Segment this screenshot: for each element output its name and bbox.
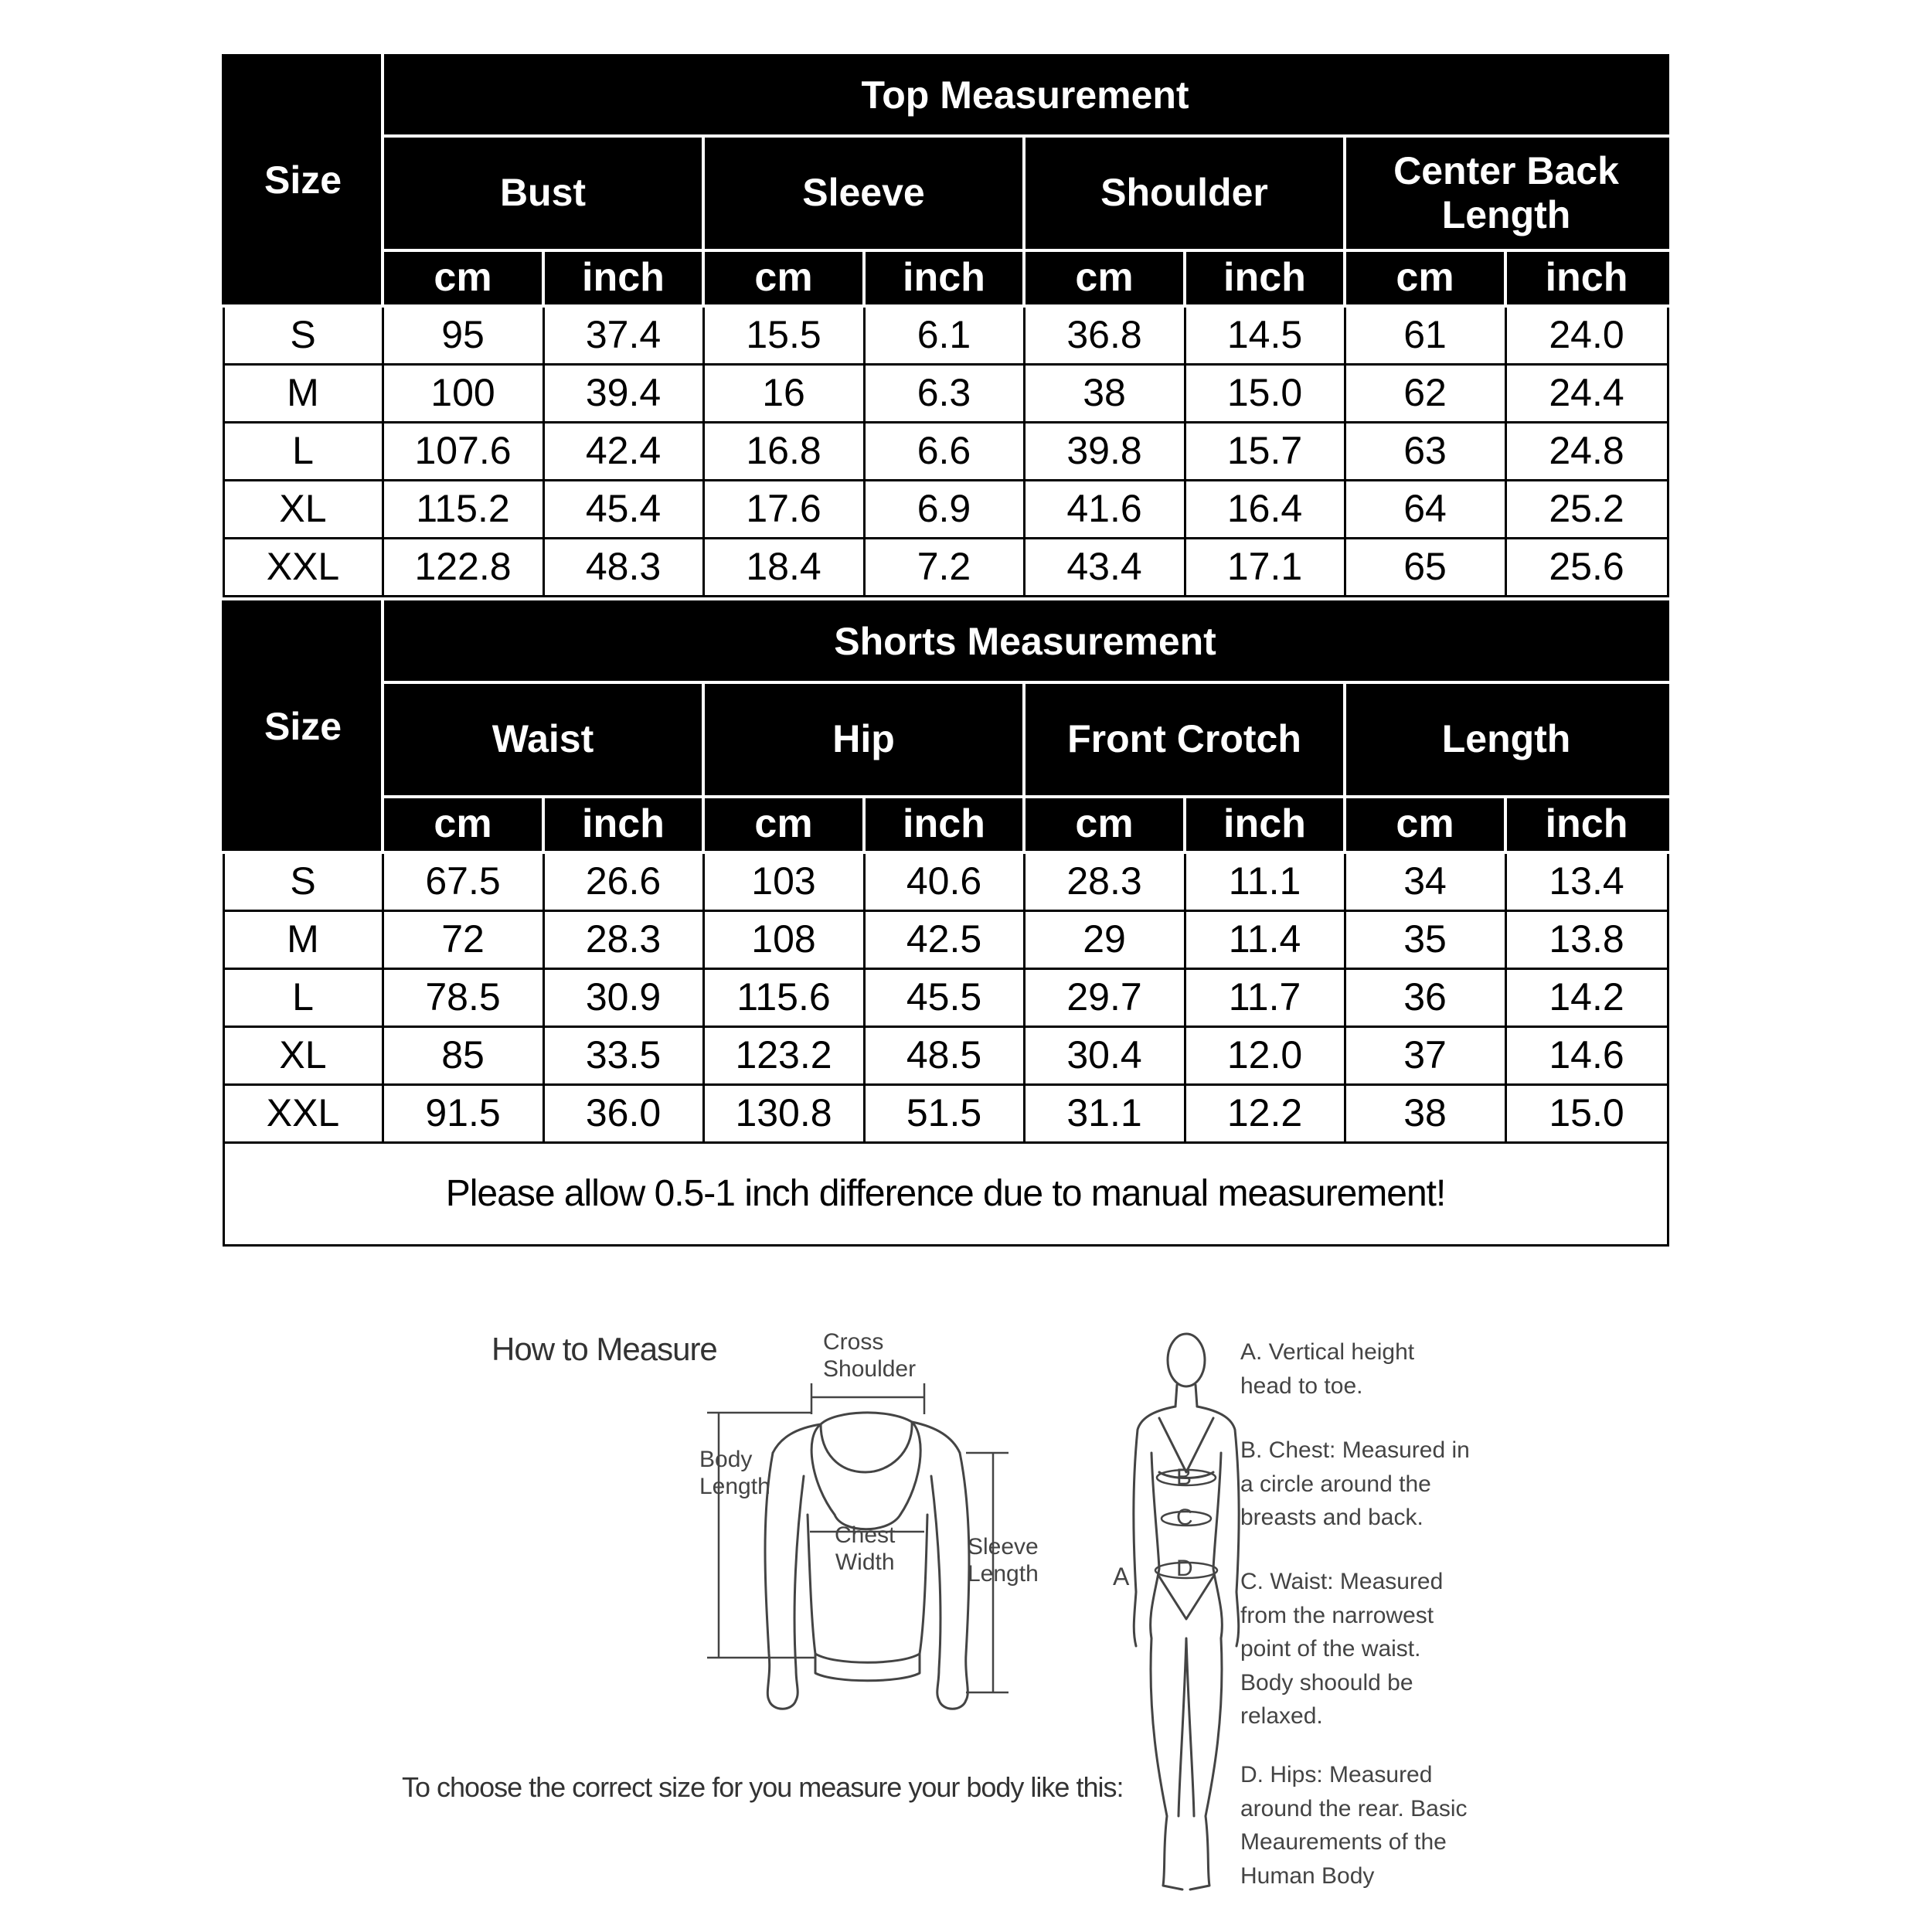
size-cell: L [223,968,383,1026]
value-cell: 16 [703,364,864,422]
value-cell: 45.4 [543,480,703,538]
unit-header: inch [1505,797,1668,852]
unit-header: cm [383,797,543,852]
value-cell: 51.5 [864,1084,1024,1142]
value-cell: 12.0 [1185,1026,1345,1084]
body-letter-c: C [1176,1505,1193,1530]
value-cell: 67.5 [383,852,543,910]
table-row [223,306,1668,364]
group-header: Sleeve [703,136,1024,250]
body-letter-d: D [1176,1556,1193,1581]
value-cell: 61 [1345,306,1505,364]
value-cell: 107.6 [383,422,543,480]
value-cell: 42.4 [543,422,703,480]
unit-header: inch [1505,250,1668,306]
value-cell: 11.7 [1185,968,1345,1026]
unit-header: cm [1345,250,1505,306]
value-cell: 14.5 [1185,306,1345,364]
group-header: Center Back Length [1345,136,1668,250]
body-figure [1134,1334,1239,1889]
table-row [223,1084,1668,1142]
value-cell: 85 [383,1026,543,1084]
value-cell: 100 [383,364,543,422]
value-cell: 45.5 [864,968,1024,1026]
value-cell: 115.2 [383,480,543,538]
value-cell: 6.3 [864,364,1024,422]
table-row [223,1026,1668,1084]
top-measurement-table [222,54,1669,597]
value-cell: 11.1 [1185,852,1345,910]
value-cell: 7.2 [864,538,1024,596]
value-cell: 14.2 [1505,968,1668,1026]
value-cell: 15.7 [1185,422,1345,480]
value-cell: 37.4 [543,306,703,364]
value-cell: 48.5 [864,1026,1024,1084]
group-header: Hip [703,682,1024,797]
value-cell: 38 [1345,1084,1505,1142]
value-cell: 72 [383,910,543,968]
table-title: Shorts Measurement [383,602,1668,682]
size-cell: XXL [223,538,383,596]
value-cell: 28.3 [543,910,703,968]
shorts-measurement-table [222,600,1669,1247]
value-cell: 123.2 [703,1026,864,1084]
value-cell: 15.5 [703,306,864,364]
body-letter-b: B [1176,1464,1192,1490]
body-length-label: Body Length [699,1447,770,1499]
value-cell: 16.8 [703,422,864,480]
size-cell: M [223,910,383,968]
value-cell: 24.8 [1505,422,1668,480]
body-letter-a: A [1113,1563,1130,1590]
value-cell: 48.3 [543,538,703,596]
size-cell: XL [223,1026,383,1084]
guide-note: A. Vertical height head to toe. [1240,1339,1415,1399]
value-cell: 28.3 [1024,852,1185,910]
value-cell: 122.8 [383,538,543,596]
size-cell: XL [223,480,383,538]
measurement-note: Please allow 0.5-1 inch difference due to manual measurement! [223,1142,1668,1245]
value-cell: 130.8 [703,1084,864,1142]
value-cell: 25.6 [1505,538,1668,596]
value-cell: 17.6 [703,480,864,538]
value-cell: 36.0 [543,1084,703,1142]
size-cell: S [223,852,383,910]
value-cell: 33.5 [543,1026,703,1084]
value-cell: 36.8 [1024,306,1185,364]
cross-shoulder-label: Cross Shoulder [823,1329,917,1382]
value-cell: 39.4 [543,364,703,422]
value-cell: 65 [1345,538,1505,596]
guide-note: B. Chest: Measured in a circle around the breasts and back. [1240,1437,1470,1530]
value-cell: 6.9 [864,480,1024,538]
value-cell: 24.0 [1505,306,1668,364]
value-cell: 11.4 [1185,910,1345,968]
unit-header: cm [1024,797,1185,852]
value-cell: 115.6 [703,968,864,1026]
value-cell: 31.1 [1024,1084,1185,1142]
size-cell: XXL [223,1084,383,1142]
value-cell: 18.4 [703,538,864,596]
unit-row [223,250,1668,306]
value-cell: 78.5 [383,968,543,1026]
table-row [223,480,1668,538]
unit-header: inch [543,250,703,306]
sleeve-length-label: Sleeve Length [968,1534,1039,1587]
value-cell: 40.6 [864,852,1024,910]
value-cell: 16.4 [1185,480,1345,538]
value-cell: 91.5 [383,1084,543,1142]
value-cell: 64 [1345,480,1505,538]
table-row [223,852,1668,910]
table-row [223,968,1668,1026]
value-cell: 15.0 [1185,364,1345,422]
unit-header: cm [703,797,864,852]
unit-row [223,797,1668,852]
value-cell: 26.6 [543,852,703,910]
unit-header: cm [703,250,864,306]
value-cell: 36 [1345,968,1505,1026]
size-cell: M [223,364,383,422]
group-header: Bust [383,136,703,250]
unit-header: inch [1185,797,1345,852]
value-cell: 95 [383,306,543,364]
unit-header: inch [543,797,703,852]
value-cell: 6.1 [864,306,1024,364]
value-cell: 29.7 [1024,968,1185,1026]
unit-header: inch [1185,250,1345,306]
value-cell: 24.4 [1505,364,1668,422]
guide-note: D. Hips: Measured around the rear. Basic Meaurements of the Human Body [1240,1762,1468,1889]
size-cell: S [223,306,383,364]
value-cell: 17.1 [1185,538,1345,596]
unit-header: inch [864,797,1024,852]
value-cell: 35 [1345,910,1505,968]
table-row [223,538,1668,596]
size-header: Size [223,602,383,852]
value-cell: 15.0 [1505,1084,1668,1142]
unit-header: cm [1024,250,1185,306]
value-cell: 41.6 [1024,480,1185,538]
value-cell: 30.9 [543,968,703,1026]
value-cell: 34 [1345,852,1505,910]
value-cell: 42.5 [864,910,1024,968]
value-cell: 63 [1345,422,1505,480]
table-row [223,364,1668,422]
value-cell: 12.2 [1185,1084,1345,1142]
guide-title: How to Measure [492,1331,717,1367]
chest-width-label: Chest Width [835,1522,896,1575]
table-row [223,910,1668,968]
value-cell: 62 [1345,364,1505,422]
group-header: Shoulder [1024,136,1345,250]
value-cell: 6.6 [864,422,1024,480]
guide-instruction: To choose the correct size for you measure your body like this: [402,1771,1124,1803]
unit-header: cm [1345,797,1505,852]
value-cell: 39.8 [1024,422,1185,480]
table-title: Top Measurement [383,56,1668,136]
value-cell: 29 [1024,910,1185,968]
value-cell: 30.4 [1024,1026,1185,1084]
value-cell: 37 [1345,1026,1505,1084]
value-cell: 43.4 [1024,538,1185,596]
guide-note: C. Waist: Measured from the narrowest point of the waist. Body shoould be relaxed. [1240,1569,1444,1729]
group-header: Front Crotch [1024,682,1345,797]
table-row [223,422,1668,480]
size-cell: L [223,422,383,480]
value-cell: 14.6 [1505,1026,1668,1084]
value-cell: 38 [1024,364,1185,422]
group-header: Waist [383,682,703,797]
unit-header: inch [864,250,1024,306]
value-cell: 13.8 [1505,910,1668,968]
value-cell: 25.2 [1505,480,1668,538]
size-header: Size [223,56,383,306]
unit-header: cm [383,250,543,306]
value-cell: 103 [703,852,864,910]
value-cell: 13.4 [1505,852,1668,910]
value-cell: 108 [703,910,864,968]
group-header: Length [1345,682,1668,797]
